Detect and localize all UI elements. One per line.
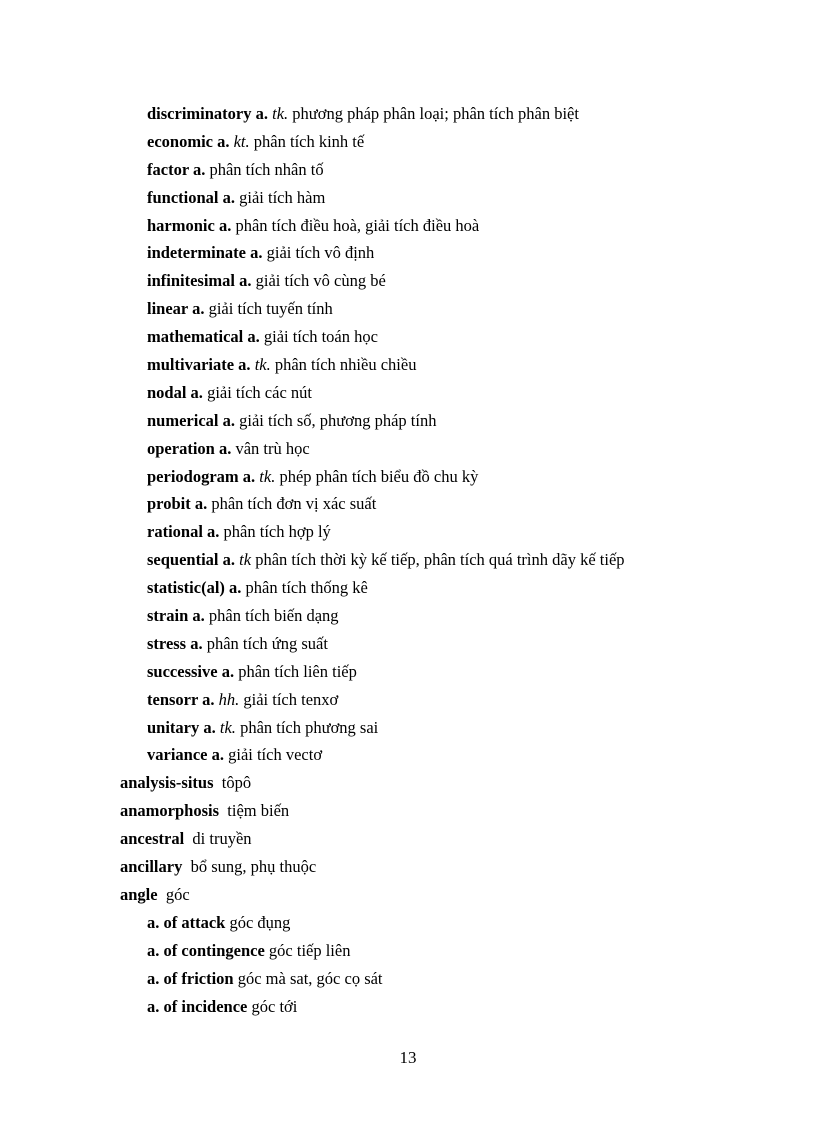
entry-domain-abbr: kt. [233,131,250,151]
entry-definition: phép phân tích biểu đồ chu kỳ [279,466,479,486]
sub-entry [0,686,816,714]
sub-entry [0,323,816,351]
entry-domain-abbr: tk. [254,355,271,375]
sub-entry [0,100,816,128]
entry-definition: góc tiếp liên [268,940,351,960]
entry-definition: giải tích toán học [263,327,378,347]
entry-definition: phân tích nhân tố [209,159,324,179]
sub-entry [0,128,816,156]
sub-entry [0,295,816,323]
sub-entry [0,463,816,491]
entry-term: sequential a. [147,550,236,570]
entry-term: a. of friction [147,968,234,988]
entry-definition: vân trù học [235,438,310,458]
entry-definition: tiệm biến [227,801,290,821]
entry-term: successive a. [147,661,235,681]
headword-entry [0,853,816,881]
sub-entry [0,351,816,379]
entry-term: ancestral [120,829,185,849]
entry-definition: phân tích biến dạng [208,606,339,626]
entry-definition: phân tích nhiều chiều [274,355,417,375]
entry-term: angle [120,884,158,904]
entry-term: indeterminate a. [147,243,263,263]
entry-definition: góc mà sat, góc cọ sát [237,968,383,988]
entry-definition: phân tích thống kê [245,578,368,598]
entry-definition: phương pháp phân loại; phân tích phân biệt [292,104,579,123]
entry-definition: giải tích vô định [266,243,375,263]
sub-entry [0,212,816,240]
entry-term: analysis-situs [120,773,214,793]
sub-entry [0,518,816,546]
entry-domain-abbr: tk. [272,104,289,123]
entry-term: tensorr a. [147,689,215,709]
sub-entry [0,156,816,184]
entry-definition: phân tích thời kỳ kế tiếp, phân tích quá trình dãy kế tiếp [255,550,625,570]
sub-entry [0,435,816,463]
entry-definition: phân tích phương sai [240,717,379,737]
sub-entry [0,407,816,435]
entry-term: a. of contingence [147,940,265,960]
sub-entry [0,993,816,1021]
dictionary-entries [0,100,816,1020]
entry-term: infinitesimal a. [147,271,252,291]
entry-term: ancillary [120,857,183,877]
sub-entry [0,379,816,407]
entry-definition: tôpô [221,773,252,793]
entry-term: anamorphosis [120,801,220,821]
headword-entry [0,825,816,853]
sub-entry [0,714,816,742]
entry-domain-abbr: tk. [219,717,236,737]
entry-term: a. of attack [147,912,226,932]
entry-term: strain a. [147,606,205,626]
entry-definition: góc [165,884,190,904]
entry-term: functional a. [147,187,236,207]
entry-term: unitary a. [147,717,216,737]
entry-definition: giải tích tenxơ [243,689,339,709]
entry-term: rational a. [147,522,220,542]
entry-definition: phân tích điều hoà, giải tích điều hoà [235,215,480,235]
entry-term: linear a. [147,299,205,319]
sub-entry [0,937,816,965]
entry-term: variance a. [147,745,224,765]
entry-definition: phân tích liên tiếp [238,661,357,681]
entry-term: operation a. [147,438,232,458]
entry-definition: phân tích kinh tế [253,131,365,151]
headword-entry [0,881,816,909]
entry-domain-abbr: hh. [218,689,240,709]
entry-term: statistic(al) a. [147,578,242,598]
entry-definition: phân tích hợp lý [223,522,331,542]
headword-entry [0,797,816,825]
entry-term: numerical a. [147,410,235,430]
sub-entry [0,630,816,658]
entry-definition: giải tích các nút [207,382,312,402]
entry-term: stress a. [147,633,203,653]
entry-definition: giải tích số, phương pháp tính [239,410,437,430]
entry-definition: giải tích vectơ [228,745,323,765]
entry-term: factor a. [147,159,206,179]
entry-domain-abbr: tk. [259,466,276,486]
sub-entry [0,574,816,602]
entry-definition: giải tích vô cùng bé [255,271,386,291]
entry-definition: bổ sung, phụ thuộc [190,857,317,877]
sub-entry [0,184,816,212]
entry-definition: di truyền [192,829,252,849]
sub-entry [0,965,816,993]
headword-entry [0,769,816,797]
page-number: 13 [399,1048,417,1067]
entry-definition: giải tích tuyến tính [208,299,333,319]
entry-definition: phân tích ứng suất [206,633,328,653]
sub-entry [0,909,816,937]
entry-term: periodogram a. [147,466,256,486]
entry-definition: góc đụng [229,912,291,932]
entry-term: economic a. [147,131,230,151]
entry-term: multivariate a. [147,355,251,375]
entry-definition: phân tích đơn vị xác suất [211,494,377,514]
entry-term: harmonic a. [147,215,232,235]
entry-definition: góc tới [251,996,298,1016]
entry-term: nodal a. [147,382,203,402]
sub-entry [0,741,816,769]
sub-entry [0,602,816,630]
sub-entry [0,239,816,267]
entry-definition: giải tích hàm [239,187,326,207]
sub-entry [0,267,816,295]
sub-entry [0,490,816,518]
sub-entry [0,546,816,574]
entry-term: probit a. [147,494,208,514]
sub-entry [0,658,816,686]
entry-term: discriminatory a. [147,104,268,123]
entry-term: mathematical a. [147,327,260,347]
entry-term: a. of incidence [147,996,248,1016]
entry-domain-abbr: tk [239,550,252,570]
